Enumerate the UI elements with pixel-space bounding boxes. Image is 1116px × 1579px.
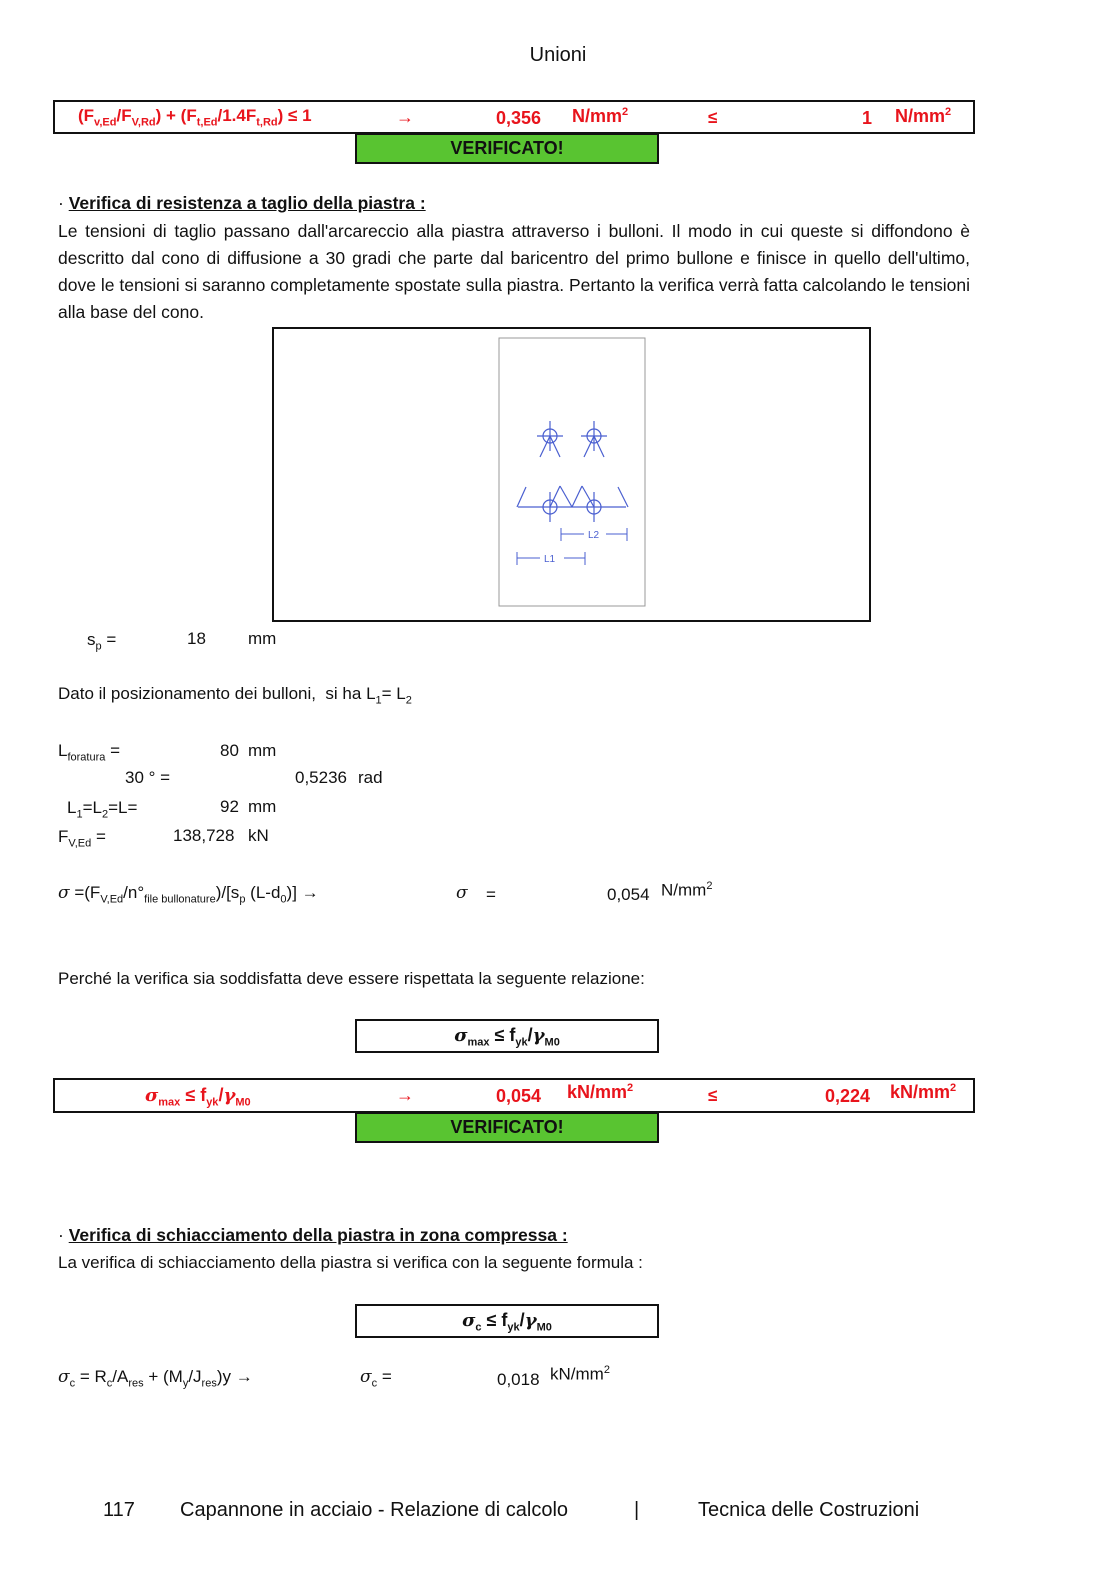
sigma-c-unit: $kN/mm^2$	[550, 1364, 610, 1384]
l-label: $L_1=L_2=L=$	[67, 798, 138, 821]
formula-box-sigma-c: $\sigma_c \le f_{yk}/\gamma_{M0}$	[355, 1304, 659, 1338]
bolt-bottom-left	[517, 486, 626, 522]
fved-value: 138,728	[173, 826, 235, 845]
fved-label: $F_{V,Ed}$ =	[58, 827, 106, 850]
sigma-eq: =	[486, 885, 496, 904]
check1-unit: $N/mm^2$	[572, 106, 629, 126]
bolt-top-left	[537, 421, 563, 457]
dato-text: Dato il posizionamento dei bulloni, si ha $L_1= L_2$	[58, 684, 412, 707]
sp-label: $s_p$ =	[87, 630, 117, 653]
check1-value: 0,356	[496, 108, 542, 128]
check2-limit: 0,224	[825, 1086, 871, 1106]
check2-arrow: →	[396, 1085, 414, 1105]
angle-unit: rad	[358, 768, 383, 787]
angle-value: 0,5236	[295, 768, 347, 787]
label-l2: L2	[588, 530, 600, 541]
l-value: 92	[220, 797, 239, 816]
bolt-diagram-svg	[274, 329, 869, 620]
check1-arrow: →	[396, 107, 414, 127]
page-header: Unioni	[529, 44, 587, 66]
lforatura-label: $L_{foratura}$ =	[58, 741, 121, 764]
fved-unit: kN	[248, 826, 269, 845]
sigma-symbol: σ	[456, 883, 468, 903]
sigma-c-formula: $\sigma_c = R_c/A_{res} + (M_y/J_{res})y$ →	[58, 1367, 253, 1390]
check2-formula: $\sigma_{max} \le f_{yk}/\gamma_{M0}$	[145, 1085, 251, 1109]
section2-intro: La verifica di schiacciamento della piastra si verifica con la seguente formula :	[58, 1253, 643, 1272]
check2-limit-unit: $kN/mm^2$	[890, 1082, 957, 1102]
check2-value: 0,054	[496, 1086, 542, 1106]
sp-unit: mm	[248, 629, 277, 648]
sigma-c-label: $\sigma_c$ =	[360, 1367, 392, 1390]
check1-formula: $(F_{v,Ed}/F_{V,Rd}) + (F_{t,Ed}/1.4F_{t,Rd}) \le 1$	[78, 106, 312, 129]
relation-text: Perché la verifica sia soddisfatta deve essere rispettata la seguente relazione:	[58, 969, 645, 988]
check2-result-badge: VERIFICATO!	[355, 1112, 659, 1143]
check1-limit-unit: $N/mm^2$	[895, 106, 952, 126]
section1-paragraph: Le tensioni di taglio passano dall'arcareccio alla piastra attraverso i bulloni. Il modo in cui queste si diffondono è descritto dal cono di diffusione a 30 gradi che parte dal baricentro del primo bullone e finisce in quello dell'ultimo, dove le tensioni si saranno completamente spostate sulla piastra. Pertanto la verifica verrà fatta calcolando le tensioni alla base del cono.	[58, 221, 970, 322]
sigma-formula: $\sigma =(F_{V,Ed}/n^\circ_{file bullonature})/[s_p$ $(L-d_0)$] →	[58, 883, 319, 906]
label-l1: L1	[544, 554, 556, 565]
sigma-unit: $N/mm^2$	[661, 880, 713, 900]
footer-page-number: 117	[103, 1499, 135, 1521]
section1-heading: · Verifica di resistenza a taglio della piastra :	[58, 193, 426, 213]
bolt-bottom-right	[572, 486, 628, 522]
plate-outline	[499, 338, 645, 606]
check1-limit: 1	[862, 108, 873, 128]
sigma-value: 0,054	[607, 885, 650, 904]
check1-leq: ≤	[708, 108, 718, 127]
lforatura-unit: mm	[248, 741, 277, 760]
bolt-top-right	[581, 421, 607, 457]
l-unit: mm	[248, 797, 277, 816]
formula-box-sigma-max: $\sigma_{max} \le f_{yk}/\gamma_{M0}$	[355, 1019, 659, 1053]
footer-title: Capannone in acciaio - Relazione di calcolo	[180, 1499, 569, 1521]
sp-value: 18	[187, 629, 206, 648]
angle-label: 30 ° =	[125, 768, 171, 787]
bolt-diagram	[272, 327, 871, 622]
check2-leq: ≤	[708, 1086, 718, 1105]
footer-separator: |	[634, 1499, 640, 1521]
lforatura-value: 80	[220, 741, 239, 760]
footer-course: Tecnica delle Costruzioni	[698, 1499, 920, 1521]
sigma-c-value: 0,018	[497, 1370, 540, 1389]
check2-unit: $kN/mm^2$	[567, 1082, 634, 1102]
check1-result-badge: VERIFICATO!	[355, 133, 659, 164]
section2-heading: · Verifica di schiacciamento della piastra in zona compressa :	[58, 1225, 568, 1245]
